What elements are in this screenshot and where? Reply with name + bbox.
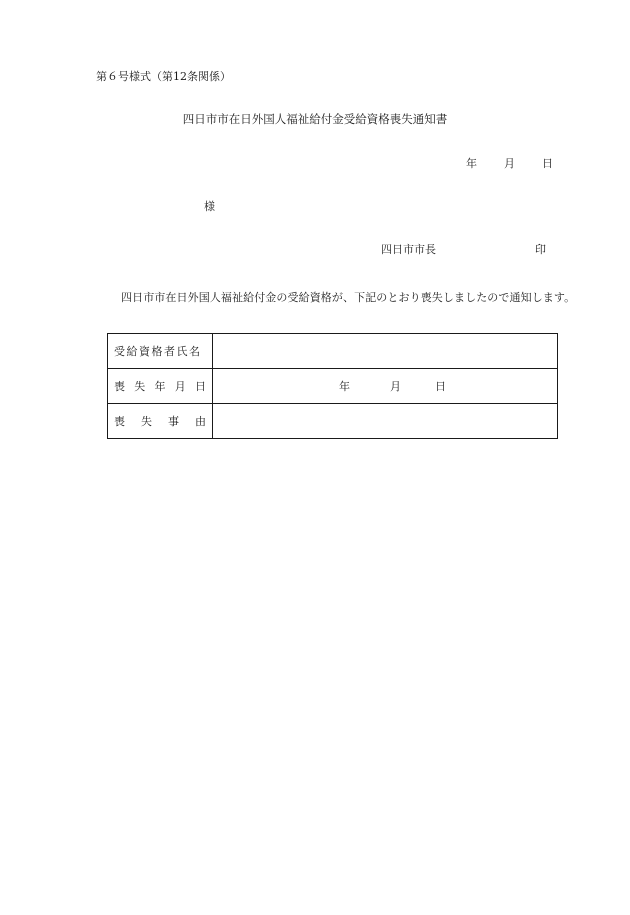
- loss-date-month-label: 月: [390, 380, 401, 393]
- loss-reason-label-char: 事: [168, 415, 179, 428]
- table-row-loss-reason: [108, 404, 558, 439]
- loss-date-label: [108, 369, 213, 404]
- loss-date-label-char: 失: [134, 380, 146, 393]
- date-year-label: 年: [466, 157, 477, 170]
- date-month-label: 月: [504, 157, 515, 170]
- table-row-loss-date: [108, 369, 558, 404]
- loss-date-label-char: 年: [154, 380, 166, 393]
- recipient-name-label: [108, 334, 213, 369]
- notice-date: [466, 158, 553, 169]
- recipient-name-label-text: 受給資格者氏名: [114, 345, 202, 358]
- loss-reason-label-char: 由: [195, 415, 206, 428]
- loss-date-day-label: 日: [435, 380, 446, 393]
- issuer-name: 四日市市長: [381, 243, 436, 256]
- info-table: [107, 333, 558, 439]
- loss-date-label-char: 喪: [114, 380, 125, 393]
- table-row-recipient-name: [108, 334, 558, 369]
- body-text: 四日市市在日外国人福祉給付金の受給資格が、下記のとおり喪失しましたので通知します。: [121, 291, 576, 304]
- loss-reason-label-char: 失: [141, 415, 152, 428]
- addressee-honorific: 様: [204, 200, 215, 213]
- recipient-name-field[interactable]: [213, 334, 558, 369]
- loss-date-label-char: 月: [174, 380, 186, 393]
- loss-date-label-char: 日: [195, 380, 206, 393]
- date-day-label: 日: [542, 157, 553, 170]
- loss-reason-label-char: 喪: [114, 415, 125, 428]
- loss-reason-label: [108, 404, 213, 439]
- loss-date-year-label: 年: [339, 380, 350, 393]
- loss-date-field[interactable]: [213, 369, 558, 404]
- form-number: 第６号様式（第12条関係）: [96, 70, 231, 83]
- loss-reason-field[interactable]: [213, 404, 558, 439]
- seal-mark: 印: [535, 243, 546, 256]
- document-title: 四日市市在日外国人福祉給付金受給資格喪失通知書: [182, 112, 448, 126]
